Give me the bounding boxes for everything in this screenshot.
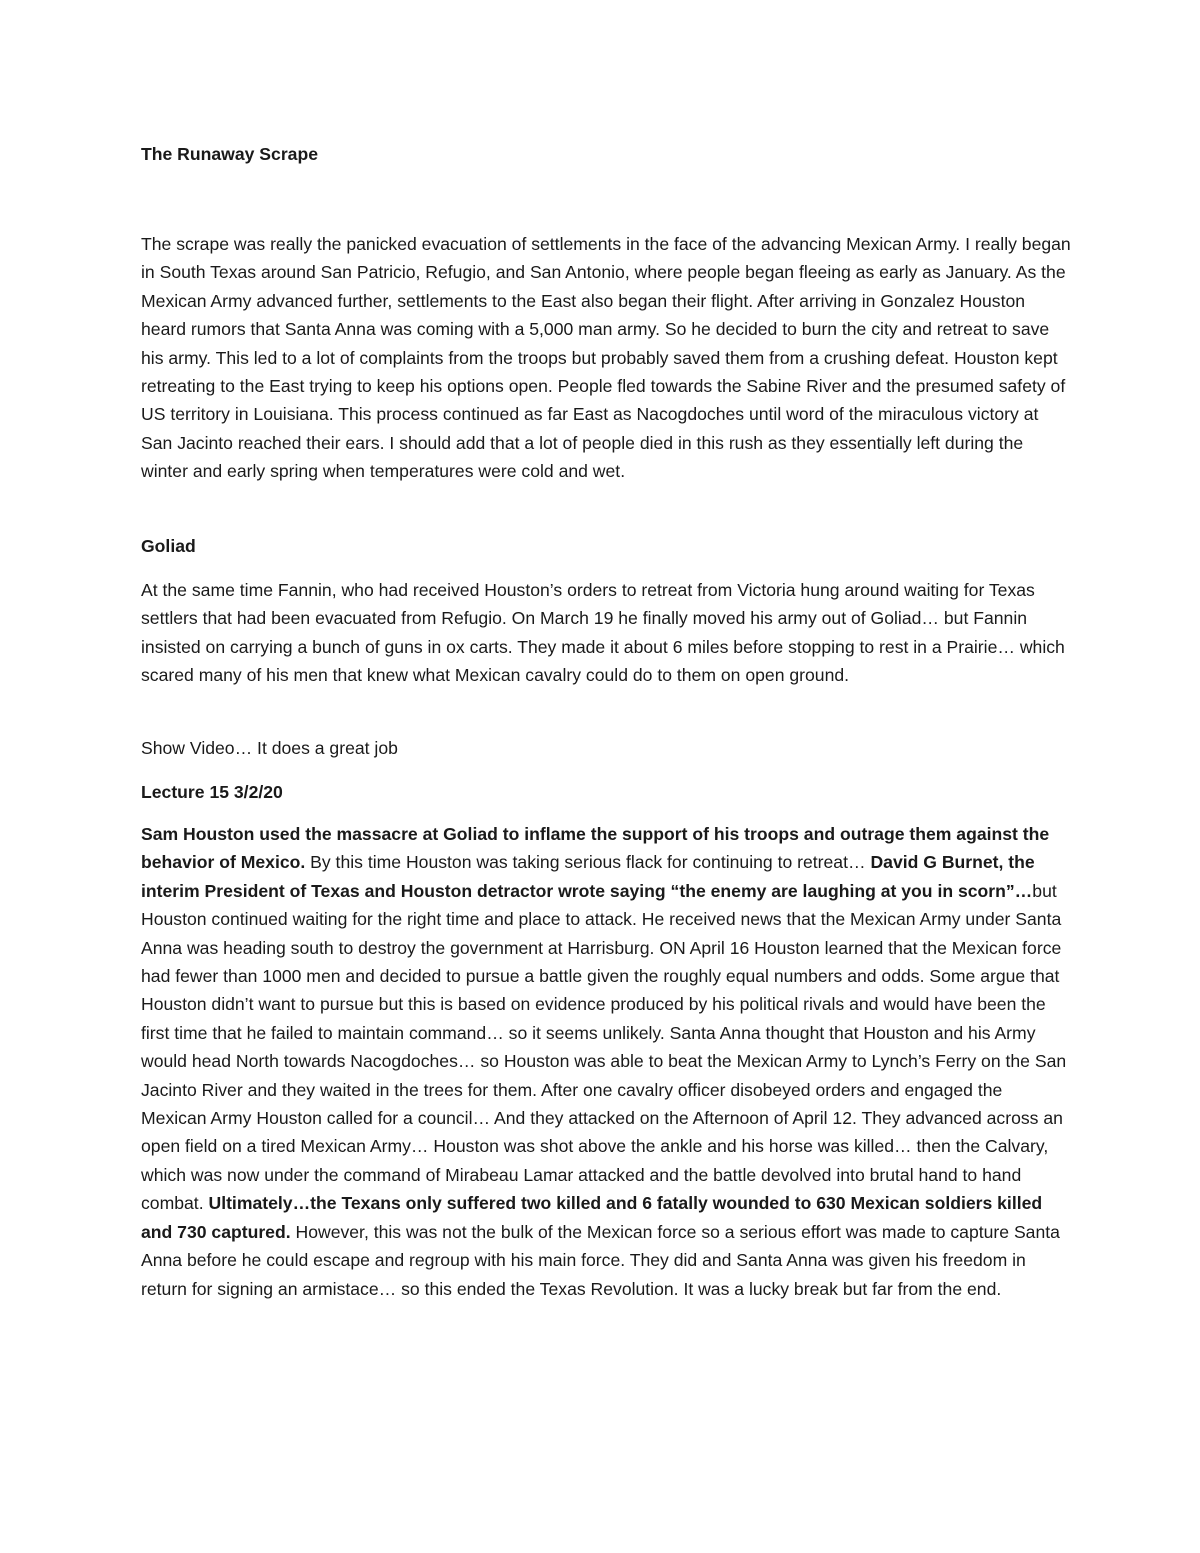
section-heading-goliad: Goliad bbox=[141, 536, 196, 556]
document-title: The Runaway Scrape bbox=[141, 144, 318, 164]
paragraph-goliad: At the same time Fannin, who had received Houston’s orders to retreat from Victoria hung around waiting for Texas settlers that had been evacuated from Refugio. On March 19 he finally moved his army out of Goliad… but Fannin insisted on carrying a bunch of guns in ox carts. They made it about 6 miles before stopping to rest in a Prairie… which scared many of his men that knew what Mexican cavalry could do to them on open ground. bbox=[141, 580, 1065, 686]
text-battle: but Houston continued waiting for the right time and place to attack. He received news that the Mexican Army under Santa Anna was heading south to destroy the government at Harrisburg. ON April 16 Houston learned that the Mexican force had fewer than 1000 men and decided to pursue a battle given the roughly equal numbers and odds. Some argue that Houston didn’t want to pursue but this is based on evidence produced by his political rivals and would have been the first time that he failed to maintain command… so it seems unlikely. Santa Anna thought that Houston and his Army would head North towards Nacogdoches… so Houston was able to beat the Mexican Army to Lynch’s Ferry on the San Jacinto River and they waited in the trees for them. After one cavalry officer disobeyed orders and engaged the Mexican Army Houston called for a council… And they attacked on the Afternoon of April 12. They advanced across an open field on a tired Mexican Army… Houston was shot above the ankle and his horse was killed… then the Calvary, which was now under the command of Mirabeau Lamar attacked and the battle devolved into brutal hand to hand combat. bbox=[141, 880, 1067, 1214]
bold-sentence-massacre: Sam Houston used the massacre at Goliad to inflame the support of his troops and outrage them against the behavior of Mexico. bbox=[141, 824, 1050, 873]
bold-sentence-burnet: David G Burnet, the interim President of Texas and Houston detractor wrote saying “the enemy are laughing at you in scorn”… bbox=[141, 852, 1035, 901]
document-page bbox=[141, 140, 1071, 1299]
paragraph-show-video: Show Video… It does a great job bbox=[141, 738, 398, 758]
text-flack: By this time Houston was taking serious flack for continuing to retreat… bbox=[305, 852, 871, 873]
section-heading-lecture: Lecture 15 3/2/20 bbox=[141, 782, 283, 802]
bold-sentence-casualties: Ultimately…the Texans only suffered two killed and 6 fatally wounded to 630 Mexican soldiers killed and 730 captured. bbox=[141, 1193, 1043, 1242]
paragraph-san-jacinto bbox=[141, 820, 1071, 1303]
text-armistice: However, this was not the bulk of the Mexican force so a serious effort was made to capture Santa Anna before he could escape and regroup with his main force. They did and Santa Anna was given his freedom in return for signing an armistace… so this ended the Texas Revolution. It was a lucky break but far from the end. bbox=[141, 1221, 1060, 1299]
paragraph-runaway-scrape: The scrape was really the panicked evacuation of settlements in the face of the advancing Mexican Army. I really began in South Texas around San Patricio, Refugio, and San Antonio, where people began fleeing as early as January. As the Mexican Army advanced further, settlements to the East also began their flight. After arriving in Gonzalez Houston heard rumors that Santa Anna was coming with a 5,000 man army. So he decided to burn the city and retreat to save his army. This led to a lot of complaints from the troops but probably saved them from a crushing defeat. Houston kept retreating to the East trying to keep his options open. People fled towards the Sabine River and the presumed safety of US territory in Louisiana. This process continued as far East as Nacogdoches until word of the miraculous victory at San Jacinto reached their ears. I should add that a lot of people died in this rush as they essentially left during the winter and early spring when temperatures were cold and wet. bbox=[141, 234, 1071, 482]
